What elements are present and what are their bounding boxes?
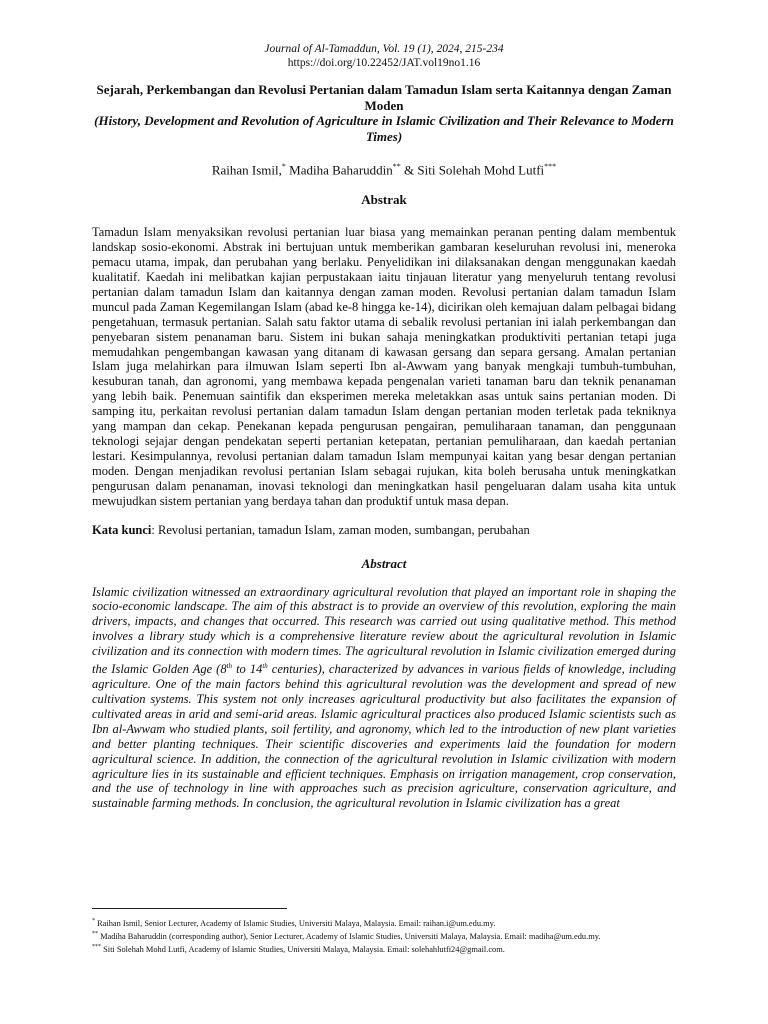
author-1: Raihan Ismil, — [211, 162, 282, 178]
keywords-values: : Revolusi pertanian, tamadun Islam, zaman moden, sumbangan, perubahan — [151, 522, 530, 537]
keywords-line — [92, 523, 676, 538]
author-2-mark: ** — [392, 162, 401, 171]
footnote-1 — [92, 916, 676, 929]
footnote-2-text: Madiha Baharuddin (corresponding author), Senior Lecturer, Academy of Islamic Studies, Universiti Malaya, Malaysia. Email: madiha@um.edu.my. — [98, 932, 601, 941]
journal-citation: Journal of Al-Tamaddun, Vol. 19 (1), 2024, 215-234 — [264, 43, 504, 55]
abstract-english-heading: Abstract — [361, 555, 407, 571]
abstract-english-part-2: to 14 — [232, 662, 263, 677]
footnotes — [92, 916, 676, 956]
footnote-1-text: Raihan Ismil, Senior Lecturer, Academy of Islamic Studies, Universiti Malaya, Malaysia. Email: raihan.i@um.edu.my. — [95, 918, 496, 928]
footnote-3 — [92, 942, 676, 955]
footnote-3-text: Siti Solehah Mohd Lutfi, Academy of Islamic Studies, Universiti Malaya, Malaysia. Email: solehahlutfi24@gmail.com. — [101, 945, 505, 955]
ordinal-suffix-2: th — [262, 662, 268, 671]
abstract-malay-body: Tamadun Islam menyaksikan revolusi pertanian luar biasa yang memainkan peranan penting dalam membentuk landskap sosio-ekonomi. Abstrak ini bertujuan untuk memberikan gambaran keseluruhan revolusi ini, meneroka pemacu utama, impak, dan perubahan yang berlaku. Penyelidikan ini dilaksanakan dengan menggunakan kaedah kualitatif. Kaedah ini melibatkan kajian perpustakaan iaitu tinjauan literatur yang menyeluruh tentang revolusi pertanian dalam tamadun Islam dan kaitannya dengan zaman moden. Revolusi pertanian dalam tamadun Islam muncul pada Zaman Kegemilangan Islam (abad ke-8 hingga ke-14), dicirikan oleh kemajuan dalam pelbagai bidang pengetahuan, termasuk pertanian. Salah satu faktor utama di sebalik revolusi pertanian ini ialah perkembangan dan penyebaran sistem penanaman baru. Sistem ini bukan sahaja meningkatkan produktiviti pertanian tetapi juga memudahkan pengembangan kawasan yang ditanam di kawasan gersang dan separa gersang. Amalan pertanian Islam juga melahirkan para ilmuwan Islam seperti Ibn al-Awwam yang banyak mengkaji tumbuh-tumbuhan, kesuburan tanah, dan agronomi, yang membawa kepada pengenalan varieti tanaman baru dan teknik penanaman yang lebih baik. Penemuan saintifik dan eksperimen mereka meletakkan asas untuk sains pertanian moden. Di samping itu, perkaitan revolusi pertanian dalam tamadun Islam dengan pertanian moden terletak pada tekniknya yang mampan dan cekap. Penekanan kepada pengurusan pengairan, pemuliharaan tanaman, dan penggunaan teknologi sejajar dengan pendekatan seperti pertanian ketepatan, pertanian pemuliharaan, dan kaedah pertanian lestari. Kesimpulannya, revolusi pertanian dalam tamadun Islam mempunyai kaitan yang besar dengan pertanian moden. Dengan menjadikan revolusi pertanian Islam sebagai rujukan, kita boleh berusaha untuk meningkatkan pengurusan dalam penanaman, inovasi teknologi dan meningkatkan hasil pengeluaran dalam usaha kita untuk mewujudkan sistem pertanian yang berdaya tahan dan produktif untuk masa depan. — [92, 225, 676, 508]
author-separator: & — [404, 162, 415, 178]
author-3-mark: *** — [544, 162, 557, 171]
title-malay: Sejarah, Perkembangan dan Revolusi Pertanian dalam Tamadun Islam serta Kaitannya dengan Zaman Moden — [96, 82, 672, 113]
author-3: Siti Solehah Mohd Lutfi — [417, 162, 545, 178]
footnote-divider — [92, 908, 287, 909]
author-line — [92, 159, 676, 178]
abstract-english-body — [92, 585, 676, 812]
footnote-3-mark: *** — [92, 944, 101, 951]
author-1-mark: * — [281, 162, 286, 171]
footnote-2-mark: ** — [92, 931, 98, 938]
journal-header — [92, 42, 676, 70]
doi-link[interactable]: https://doi.org/10.22452/JAT.vol19no1.16 — [287, 57, 481, 69]
title-english: (History, Development and Revolution of Agriculture in Islamic Civilization and Their Relevance to Modern Times) — [94, 113, 674, 144]
abstract-english-part-1: Islamic civilization witnessed an extraordinary agricultural revolution that played an important role in shaping the socio-economic landscape. The aim of this abstract is to provide an overview of this revolution, exploring the main drivers, impacts, and changes that occurred. This research was carried out using qualitative method. This method involves a library study which is a comprehensive literature review about the agricultural revolution in Islamic civilization and its connection with modern times. The agricultural revolution in Islamic civilization emerged during the Islamic Golden Age (8 — [92, 584, 676, 677]
footnote-1-mark: * — [92, 918, 95, 924]
ordinal-suffix-1: th — [226, 662, 233, 671]
keywords-label: Kata kunci — [92, 522, 152, 537]
footnote-2 — [92, 929, 676, 942]
author-2: Madiha Baharuddin — [289, 162, 393, 178]
abstract-malay-heading: Abstrak — [361, 192, 407, 208]
abstract-english-part-3: centuries), characterized by advances in various fields of knowledge, including agriculture. One of the main factors behind this agricultural revolution was the development and spread of new cultivation systems. This system not only increases agricultural productivity but also facilitates the expansion of cultivated areas in arid and semi-arid areas. Islamic agricultural practices also produced Islamic scientists such as Ibn al-Awwam who studied plants, soil fertility, and agronomy, which led to the introduction of new plant varieties and better planting techniques. Their scientific discoveries and experiments laid the foundation for modern agricultural science. In addition, the connection of the agricultural revolution in Islamic civilization with modern agriculture lies in its sustainable and efficient techniques. Emphasis on irrigation management, crop conservation, and the use of technology in line with approaches such as precision agriculture, conservation agriculture, and sustainable farming methods. In conclusion, the agricultural revolution in Islamic civilization has a great — [92, 662, 676, 811]
